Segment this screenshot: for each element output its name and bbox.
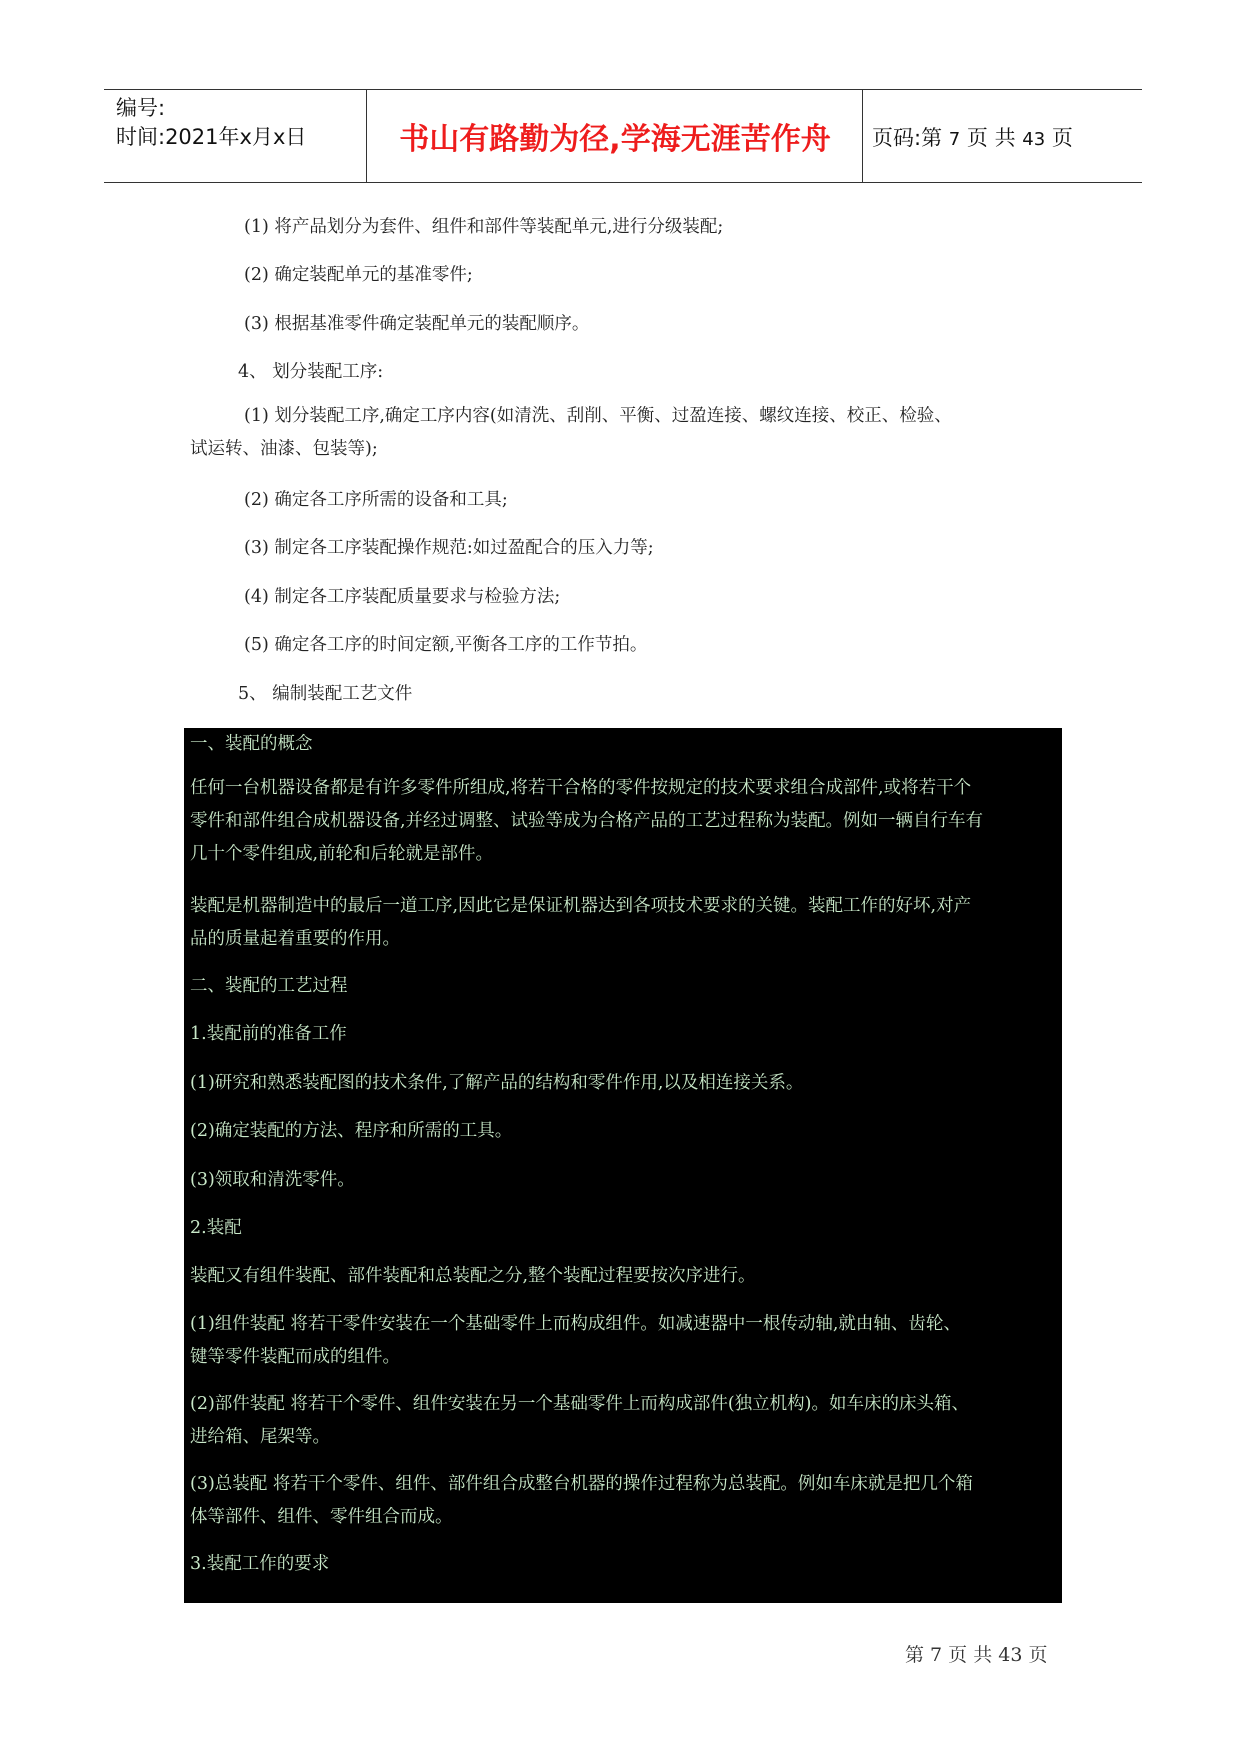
section-5-heading: 5、 编制装配工艺文件 bbox=[238, 684, 413, 704]
dark-item-5-line-2: 进给箱、尾架等。 bbox=[190, 1427, 330, 1447]
dark-item-4 bbox=[190, 1308, 961, 1374]
dark-item-6-line-1: (3)总装配 将若干个零件、组件、部件组合成整台机器的操作过程称为总装配。例如车床就是把几个箱 bbox=[190, 1474, 973, 1494]
dark-text-block bbox=[184, 728, 1062, 1603]
dark-item-2: (2)确定装配的方法、程序和所需的工具。 bbox=[190, 1121, 513, 1141]
header-divider-left bbox=[366, 90, 367, 182]
dark-para-1-line-1: 任何一台机器设备都是有许多零件所组成,将若干合格的零件按规定的技术要求组合成部件,或将若干个 bbox=[190, 778, 972, 798]
dark-heading-2: 二、装配的工艺过程 bbox=[190, 976, 348, 996]
dark-para-3: 装配又有组件装配、部件装配和总装配之分,整个装配过程要按次序进行。 bbox=[190, 1266, 756, 1286]
page-header bbox=[104, 89, 1142, 183]
header-motto: 书山有路勤为径,学海无涯苦作舟 bbox=[399, 122, 831, 157]
page-suffix: 页 bbox=[1051, 126, 1073, 150]
time-label: 时间:2021年x月x日 bbox=[116, 125, 307, 149]
paragraph-1: (1) 将产品划分为套件、组件和部件等装配单元,进行分级装配; bbox=[244, 217, 724, 237]
paragraph-9: (5) 确定各工序的时间定额,平衡各工序的工作节拍。 bbox=[244, 635, 648, 655]
page-number: 7 bbox=[948, 129, 961, 150]
dark-para-2-line-1: 装配是机器制造中的最后一道工序,因此它是保证机器达到各项技术要求的关键。装配工作的好坏,对产 bbox=[190, 896, 972, 916]
dark-subheading-2: 2.装配 bbox=[190, 1218, 242, 1238]
dark-para-1-line-3: 几十个零件组成,前轮和后轮就是部件。 bbox=[190, 844, 494, 864]
dark-item-5 bbox=[190, 1388, 969, 1454]
dark-heading-1: 一、装配的概念 bbox=[190, 734, 313, 754]
dark-para-2-line-2: 品的质量起着重要的作用。 bbox=[190, 929, 400, 949]
header-meta bbox=[116, 94, 306, 152]
dark-para-1 bbox=[190, 772, 983, 871]
paragraph-3: (3) 根据基准零件确定装配单元的装配顺序。 bbox=[244, 314, 590, 334]
dark-para-2 bbox=[190, 890, 971, 956]
dark-item-4-line-2: 键等零件装配而成的组件。 bbox=[190, 1347, 400, 1367]
dark-subheading-1: 1.装配前的准备工作 bbox=[190, 1024, 347, 1044]
dark-subheading-3: 3.装配工作的要求 bbox=[190, 1554, 330, 1574]
dark-item-4-line-1: (1)组件装配 将若干零件安装在一个基础零件上而构成组件。如减速器中一根传动轴,就由轴、齿轮、 bbox=[190, 1314, 961, 1334]
dark-item-6 bbox=[190, 1468, 973, 1534]
page-mid: 页 共 bbox=[966, 126, 1016, 150]
paragraph-8: (4) 制定各工序装配质量要求与检验方法; bbox=[244, 587, 561, 607]
header-page-info bbox=[872, 122, 1073, 152]
paragraph-5-line-2: 试运转、油漆、包装等); bbox=[190, 439, 378, 459]
paragraph-7: (3) 制定各工序装配操作规范:如过盈配合的压入力等; bbox=[244, 538, 654, 558]
page-prefix: 页码:第 bbox=[872, 126, 943, 150]
dark-item-5-line-1: (2)部件装配 将若干个零件、组件安装在另一个基础零件上而构成部件(独立机构)。如车床的床头箱、 bbox=[190, 1394, 970, 1414]
section-4-heading: 4、 划分装配工序: bbox=[238, 362, 384, 382]
dark-item-6-line-2: 体等部件、组件、零件组合而成。 bbox=[190, 1507, 453, 1527]
header-divider-right bbox=[862, 90, 863, 182]
dark-para-1-line-2: 零件和部件组合成机器设备,并经过调整、试验等成为合格产品的工艺过程称为装配。例如一辆自行车有 bbox=[190, 811, 984, 831]
paragraph-5 bbox=[190, 400, 952, 466]
page-footer: 第 7 页 共 43 页 bbox=[905, 1644, 1048, 1666]
paragraph-5-line-1: (1) 划分装配工序,确定工序内容(如清洗、刮削、平衡、过盈连接、螺纹连接、校正、检验、 bbox=[244, 406, 952, 426]
page-total: 43 bbox=[1022, 129, 1046, 150]
dark-item-1: (1)研究和熟悉装配图的技术条件,了解产品的结构和零件作用,以及相连接关系。 bbox=[190, 1073, 804, 1093]
number-label: 编号: bbox=[116, 96, 166, 120]
paragraph-2: (2) 确定装配单元的基准零件; bbox=[244, 265, 473, 285]
dark-item-3: (3)领取和清洗零件。 bbox=[190, 1170, 355, 1190]
paragraph-6: (2) 确定各工序所需的设备和工具; bbox=[244, 490, 508, 510]
